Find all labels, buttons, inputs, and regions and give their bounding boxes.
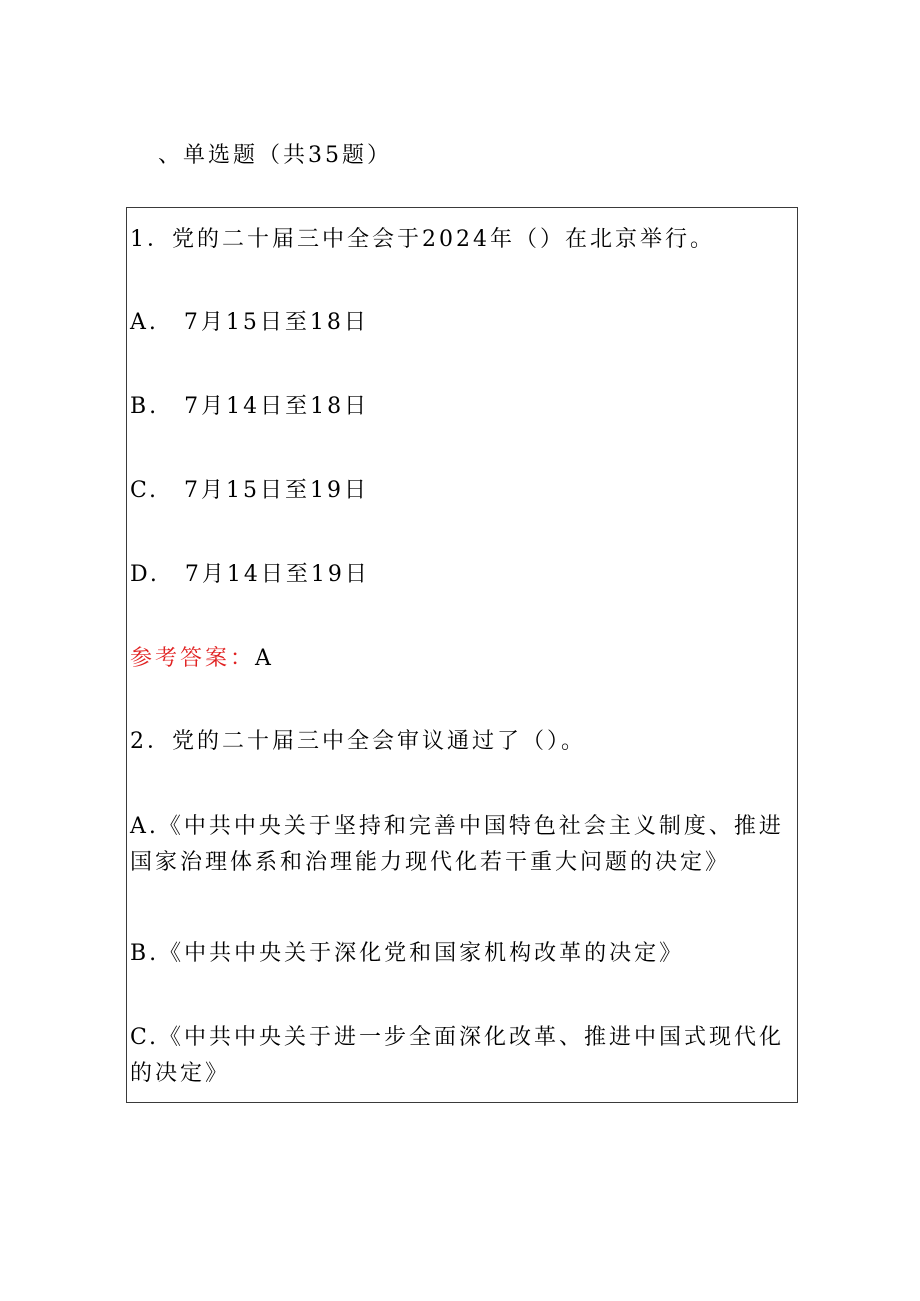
question-2-option-b: B.《中共中央关于深化党和国家机构改革的决定》 — [130, 941, 685, 966]
question-1-option-c: C. 7月15日至19日 — [130, 478, 370, 503]
question-box — [126, 207, 798, 1103]
question-2-stem: 2．党的二十届三中全会审议通过了（）。 — [130, 729, 586, 754]
question-1-option-b: B. 7月14日至18日 — [130, 394, 370, 419]
question-2-option-a: A.《中共中央关于坚持和完善中国特色社会主义制度、推进国家治理体系和治理能力现代化若干重大问题的决定》 — [130, 814, 784, 875]
section-heading: 、单选题（共35题） — [158, 143, 392, 168]
answer-value: A — [255, 646, 274, 671]
question-1-option-a: A. 7月15日至18日 — [130, 310, 369, 335]
question-1-stem: 1．党的二十届三中全会于2024年（）在北京举行。 — [130, 227, 715, 252]
answer-label: 参考答案： — [130, 646, 256, 671]
question-1-answer — [130, 641, 274, 677]
question-1-option-d: D. 7月14日至19日 — [130, 562, 370, 587]
question-2-option-c: C.《中共中央关于进一步全面深化改革、推进中国式现代化的决定》 — [130, 1025, 785, 1086]
